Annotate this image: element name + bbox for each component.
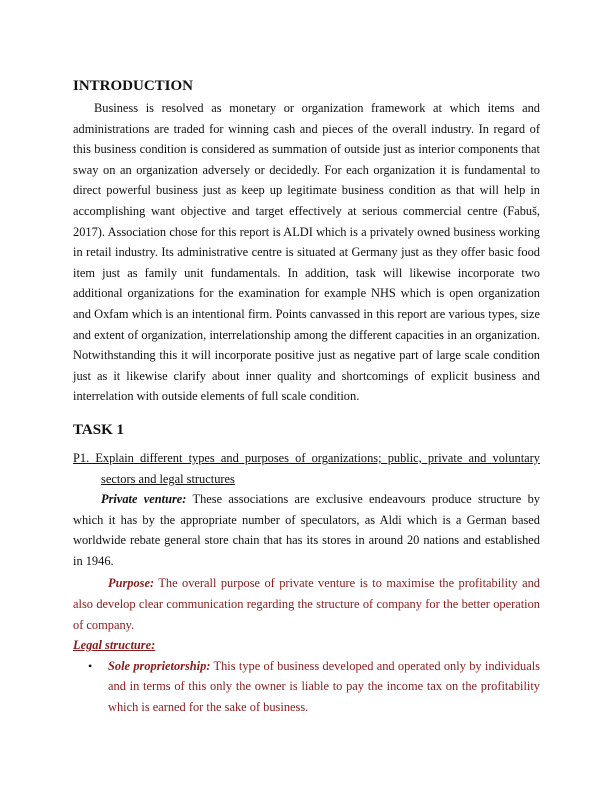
private-venture-text: These associations are exclusive endeavours produce structure by which it has by the appropriate number of speculators, as Aldi which is a German based worldwide rebate general store chain that has its stores in around 20 nations and established in 1946. <box>73 492 540 568</box>
legal-structure-paragraph <box>73 635 540 656</box>
purpose-text: The overall purpose of private venture is to maximise the profitability and also develop clear communication regarding the structure of company for the better operation of company. <box>73 576 540 632</box>
introduction-heading: INTRODUCTION <box>73 78 194 94</box>
legal-structure-label: Legal structure: <box>73 638 156 653</box>
purpose-paragraph <box>73 573 540 635</box>
sole-proprietorship-text: This type of business developed and operated only by individuals and in terms of this only the owner is liable to pay the income tax on the profitability which is earned for the sake of business. <box>108 658 540 715</box>
private-venture-paragraph <box>73 489 540 571</box>
legal-structure-list <box>73 656 540 718</box>
sole-proprietorship-label: Sole proprietorship: <box>108 658 211 673</box>
list-item <box>73 656 540 718</box>
bullet-icon: • <box>88 658 93 673</box>
task1-heading: TASK 1 <box>73 421 124 438</box>
page-content <box>73 76 540 718</box>
introduction-paragraph: Business is resolved as monetary or organization framework at which items and administrations are traded for winning cash and pieces of the overall industry. In regard of this business condition is considered as summation of outside just as interior components that sway on an organization adversely or decidedly. For each organization it is fundamental to direct powerful business just as keep up legitimate business condition as that will help in accomplishing want objective and target effectively at serious commercial centre (Fabuš, 2017). Association chose for this report is ALDI which is a privately owned business working in retail industry. Its administrative centre is situated at Germany just as they offer basic food item just as family unit fundamentals. In addition, task will likewise incorporate two additional organizations for the examination for example NHS which is open organization and Oxfam which is an intentional firm. Points canvassed in this report are various types, size and extent of organization, interrelationship among the different capacities in an organization. Notwithstanding this it will incorporate positive just as negative part of large scale condition just as it likewise clarify about inner quality and shortcomings of explicit business and interrelation with outside elements of full scale condition. <box>73 101 540 404</box>
p1-title: P1. Explain different types and purposes of organizations; public, private and voluntary sectors and legal structures <box>73 450 540 486</box>
private-venture-label: Private venture: <box>101 492 187 507</box>
purpose-label: Purpose: <box>108 576 155 591</box>
